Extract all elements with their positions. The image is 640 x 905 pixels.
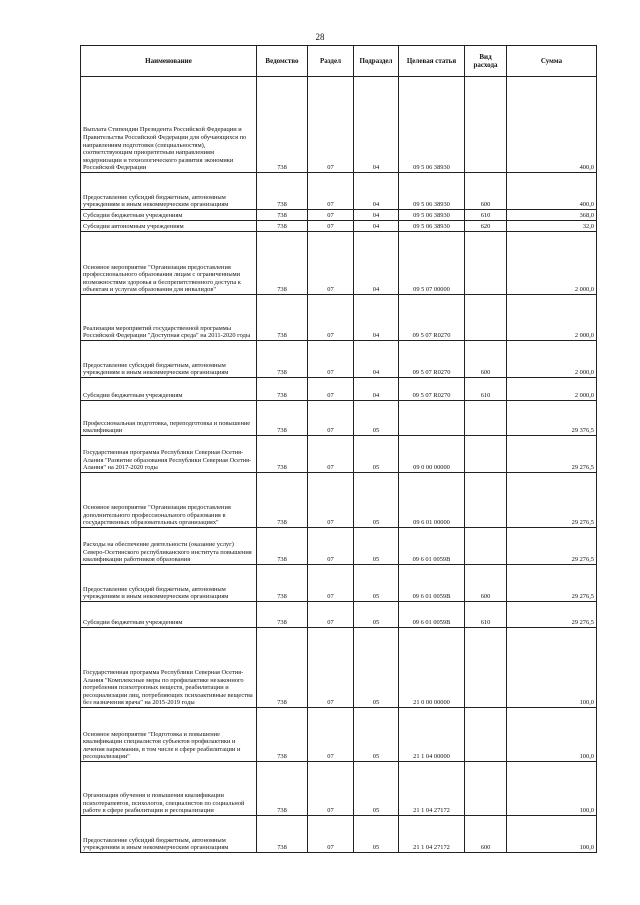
cell-department: 738: [257, 173, 308, 210]
header-target-article: Целевая статья: [399, 46, 465, 77]
cell-target-article: 09 5 07 R0270: [399, 378, 465, 401]
cell-amount: 100,0: [507, 708, 597, 762]
cell-department: 738: [257, 762, 308, 816]
cell-subsection: 04: [354, 210, 399, 221]
table-row: [81, 816, 597, 853]
table-row: [81, 210, 597, 221]
cell-expense-type: 610: [465, 378, 507, 401]
cell-subsection: 05: [354, 528, 399, 565]
cell-subsection: 05: [354, 401, 399, 436]
cell-section: 07: [308, 816, 354, 853]
table-row: [81, 378, 597, 401]
cell-expense-type: [465, 473, 507, 528]
cell-amount: 400,0: [507, 173, 597, 210]
table-header: [81, 46, 597, 77]
cell-department: 738: [257, 210, 308, 221]
cell-name: Государственная программа Республики Северная Осетия-Алания "Комплексные меры по профилактике незаконного потребления психотропных веществ, реабилитации и ресоциализации лиц, потребляющих психоактивные вещества без назначения врача" на 2015-2019 годы: [81, 628, 257, 708]
cell-expense-type: 600: [465, 173, 507, 210]
header-section: Раздел: [308, 46, 354, 77]
cell-expense-type: 600: [465, 565, 507, 602]
cell-department: 738: [257, 295, 308, 341]
cell-section: 07: [308, 341, 354, 378]
cell-amount: 400,0: [507, 77, 597, 173]
cell-target-article: 09 0 00 00000: [399, 436, 465, 473]
cell-department: 738: [257, 565, 308, 602]
table-row: [81, 77, 597, 173]
cell-department: 738: [257, 628, 308, 708]
cell-expense-type: 600: [465, 816, 507, 853]
table-row: [81, 436, 597, 473]
cell-amount: 100,0: [507, 816, 597, 853]
cell-department: 738: [257, 401, 308, 436]
cell-department: 738: [257, 378, 308, 401]
cell-target-article: 21 0 00 00000: [399, 628, 465, 708]
cell-name: Государственная программа Республики Северная Осетия-Алания "Развитие образования Республики Северная Осетия-Алания" на 2017-2020 годы: [81, 436, 257, 473]
cell-expense-type: [465, 295, 507, 341]
cell-department: 738: [257, 602, 308, 628]
table-row: [81, 473, 597, 528]
cell-subsection: 04: [354, 221, 399, 232]
table-row: [81, 295, 597, 341]
cell-subsection: 04: [354, 232, 399, 295]
cell-name: Предоставление субсидий бюджетным, автономным учреждениям и иным некоммерческим организациям: [81, 565, 257, 602]
cell-section: 07: [308, 77, 354, 173]
cell-subsection: 05: [354, 436, 399, 473]
cell-name: Организация обучения и повышения квалификации психотерапевтов, психологов, специалистов по социальной работе в сфере реабилитации и ресоциализации: [81, 762, 257, 816]
cell-amount: 29 276,5: [507, 565, 597, 602]
cell-name: Основное мероприятие "Подготовка и повышение квалификации специалистов субъектов профилактики и лечения наркомании, в том числе в сфере реабилитации и ресоциализации": [81, 708, 257, 762]
cell-target-article: 09 6 01 0059В: [399, 528, 465, 565]
cell-amount: 29 276,5: [507, 473, 597, 528]
cell-expense-type: 600: [465, 341, 507, 378]
cell-name: Профессиональная подготовка, переподготовка и повышение квалификации: [81, 401, 257, 436]
cell-target-article: 09 6 01 0059В: [399, 602, 465, 628]
cell-department: 738: [257, 473, 308, 528]
cell-target-article: 09 5 06 38930: [399, 210, 465, 221]
page-number: 28: [315, 32, 325, 42]
cell-expense-type: [465, 232, 507, 295]
cell-name: Субсидии автономным учреждениям: [81, 221, 257, 232]
cell-subsection: 04: [354, 173, 399, 210]
table-row: [81, 708, 597, 762]
cell-name: Предоставление субсидий бюджетным, автономным учреждениям и иным некоммерческим организациям: [81, 816, 257, 853]
cell-name: Выплата Стипендии Президента Российской Федерации и Правительства Российской Федерации для обучающихся по направлениям подготовки (специальностям), соответствующим приоритетным направлениям модернизации и технологического развития экономики Российской Федерации: [81, 77, 257, 173]
cell-section: 07: [308, 528, 354, 565]
cell-target-article: 09 5 06 38930: [399, 221, 465, 232]
cell-amount: 32,0: [507, 221, 597, 232]
cell-name: Субсидии бюджетным учреждениям: [81, 602, 257, 628]
table-row: [81, 528, 597, 565]
cell-subsection: 05: [354, 473, 399, 528]
cell-department: 738: [257, 232, 308, 295]
cell-name: Расходы на обеспечение деятельности (оказание услуг) Северо-Осетинского республиканского института повышения квалификации работников образования: [81, 528, 257, 565]
table-body: [81, 77, 597, 853]
cell-subsection: 04: [354, 378, 399, 401]
cell-section: 07: [308, 221, 354, 232]
cell-section: 07: [308, 602, 354, 628]
cell-section: 07: [308, 436, 354, 473]
cell-subsection: 05: [354, 565, 399, 602]
cell-amount: 2 000,0: [507, 295, 597, 341]
cell-target-article: 09 6 01 0059В: [399, 565, 465, 602]
cell-department: 738: [257, 436, 308, 473]
budget-table: [80, 45, 597, 853]
header-name: Наименование: [81, 46, 257, 77]
cell-section: 07: [308, 565, 354, 602]
cell-target-article: 09 5 07 R0270: [399, 341, 465, 378]
cell-amount: 2 000,0: [507, 378, 597, 401]
cell-expense-type: [465, 436, 507, 473]
cell-amount: 2 000,0: [507, 232, 597, 295]
cell-subsection: 05: [354, 628, 399, 708]
cell-department: 738: [257, 341, 308, 378]
cell-name: Основное мероприятие "Организация предоставления дополнительного профессионального образования в государственных образовательных организациях": [81, 473, 257, 528]
cell-expense-type: [465, 708, 507, 762]
cell-target-article: [399, 401, 465, 436]
table-row: [81, 628, 597, 708]
cell-expense-type: 610: [465, 210, 507, 221]
cell-target-article: 21 1 04 27172: [399, 816, 465, 853]
table-row: [81, 602, 597, 628]
cell-section: 07: [308, 473, 354, 528]
cell-expense-type: [465, 762, 507, 816]
cell-section: 07: [308, 173, 354, 210]
header-department: Ведомство: [257, 46, 308, 77]
cell-expense-type: [465, 77, 507, 173]
cell-name: Реализация мероприятий государственной программы Российской Федерации "Доступная среда" на 2011-2020 годы: [81, 295, 257, 341]
cell-target-article: 09 5 06 38930: [399, 77, 465, 173]
cell-subsection: 04: [354, 341, 399, 378]
cell-subsection: 04: [354, 77, 399, 173]
cell-section: 07: [308, 232, 354, 295]
header-amount: Сумма: [507, 46, 597, 77]
cell-department: 738: [257, 77, 308, 173]
cell-amount: 100,0: [507, 628, 597, 708]
table-row: [81, 221, 597, 232]
cell-expense-type: 620: [465, 221, 507, 232]
cell-section: 07: [308, 708, 354, 762]
cell-department: 738: [257, 708, 308, 762]
table-row: [81, 762, 597, 816]
cell-target-article: 09 5 07 00000: [399, 232, 465, 295]
cell-target-article: 21 1 04 00000: [399, 708, 465, 762]
cell-amount: 29 276,5: [507, 436, 597, 473]
cell-department: 738: [257, 528, 308, 565]
table-row: [81, 232, 597, 295]
cell-name: Субсидии бюджетным учреждениям: [81, 210, 257, 221]
cell-amount: 29 376,5: [507, 401, 597, 436]
table-row: [81, 341, 597, 378]
cell-amount: 2 000,0: [507, 341, 597, 378]
cell-section: 07: [308, 628, 354, 708]
cell-subsection: 05: [354, 816, 399, 853]
cell-name: Субсидии бюджетным учреждениям: [81, 378, 257, 401]
cell-name: Предоставление субсидий бюджетным, автономным учреждениям и иным некоммерческим организациям: [81, 341, 257, 378]
cell-target-article: 09 5 07 R0270: [399, 295, 465, 341]
table-row: [81, 173, 597, 210]
cell-section: 07: [308, 378, 354, 401]
cell-section: 07: [308, 210, 354, 221]
cell-target-article: 09 5 06 38930: [399, 173, 465, 210]
table-row: [81, 401, 597, 436]
cell-target-article: 21 1 04 27172: [399, 762, 465, 816]
cell-section: 07: [308, 295, 354, 341]
cell-expense-type: [465, 528, 507, 565]
cell-section: 07: [308, 401, 354, 436]
cell-subsection: 05: [354, 602, 399, 628]
cell-section: 07: [308, 762, 354, 816]
header-subsection: Подраздел: [354, 46, 399, 77]
cell-amount: 29 276,5: [507, 528, 597, 565]
cell-amount: 29 276,5: [507, 602, 597, 628]
header-expense-type: Вид расхода: [465, 46, 507, 77]
header-row: [81, 46, 597, 77]
table-row: [81, 565, 597, 602]
cell-expense-type: [465, 628, 507, 708]
cell-amount: 368,0: [507, 210, 597, 221]
cell-department: 738: [257, 221, 308, 232]
cell-subsection: 05: [354, 762, 399, 816]
cell-subsection: 04: [354, 295, 399, 341]
cell-amount: 100,0: [507, 762, 597, 816]
cell-department: 738: [257, 816, 308, 853]
cell-name: Основное мероприятие "Организация предоставления профессионального образования лицам с ограниченными возможностями здоровья и беспрепятственного доступа к объектам и услугам образования для инвалидов": [81, 232, 257, 295]
cell-subsection: 05: [354, 708, 399, 762]
cell-expense-type: 610: [465, 602, 507, 628]
cell-target-article: 09 6 01 00000: [399, 473, 465, 528]
cell-name: Предоставление субсидий бюджетным, автономным учреждениям и иным некоммерческим организациям: [81, 173, 257, 210]
cell-expense-type: [465, 401, 507, 436]
